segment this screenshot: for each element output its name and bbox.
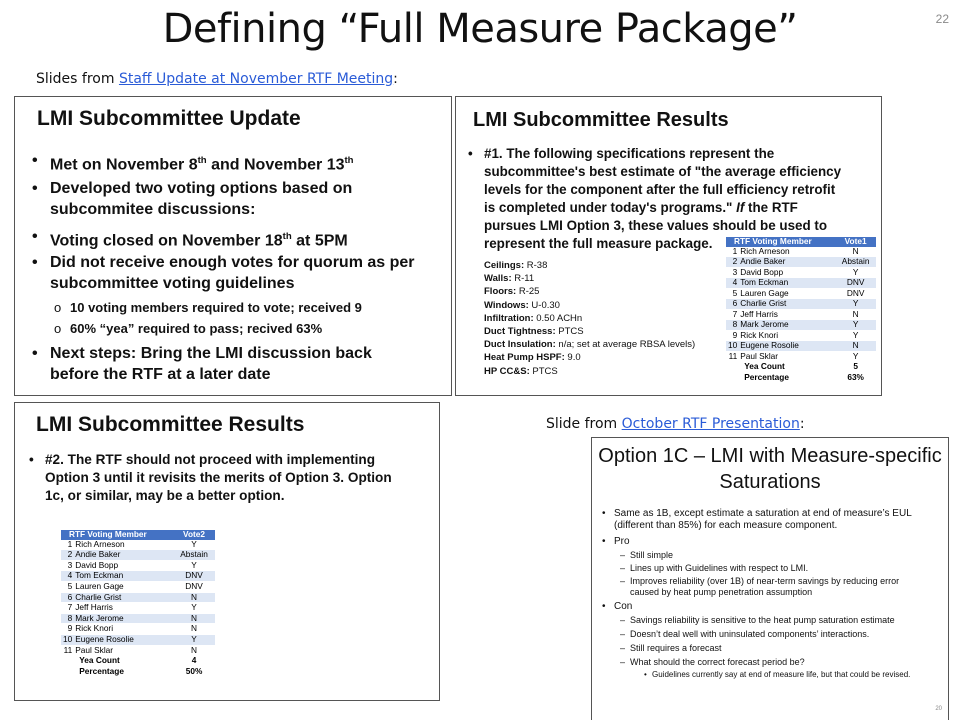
vote-value: Y — [173, 634, 215, 645]
october-presentation-link[interactable]: October RTF Presentation — [621, 416, 800, 432]
vote-value: N — [173, 592, 215, 603]
percentage-row — [61, 666, 215, 677]
percentage-label: Percentage — [73, 666, 173, 677]
table-row — [61, 603, 215, 614]
spec-duct-insulation: Duct Insulation: n/a; set at average RBSA levels) — [484, 339, 696, 351]
table-row — [61, 571, 215, 582]
staff-update-link[interactable]: Staff Update at November RTF Meeting — [118, 71, 394, 87]
vote-value: N — [173, 645, 215, 656]
member-name: Eugene Rosolie — [73, 634, 173, 645]
table-row — [726, 267, 876, 278]
vote-value: Y — [835, 267, 876, 278]
table-row — [61, 624, 215, 635]
spec-hp-ccs: HP CC&S: PTCS — [484, 365, 558, 377]
table-row — [61, 645, 215, 656]
spec-floors: Floors: R-25 — [484, 286, 540, 298]
table-row — [726, 278, 876, 289]
bullet-same-as-1b: • Same as 1B, except estimate a saturation at end of measure’s EUL (different than 85%) for each measure component. — [602, 508, 912, 531]
con-item: – Savings reliability is sensitive to the heat pump saturation estimate — [620, 615, 895, 625]
page-title: Defining “Full Measure Package” — [162, 6, 798, 52]
member-number: 10 — [728, 340, 738, 350]
yea-count-value: 4 — [173, 656, 215, 667]
vote-value: Y — [835, 320, 876, 331]
vote-value: N — [173, 613, 215, 624]
slide-title-line2: Saturations — [719, 471, 821, 493]
slide-title: LMI Subcommittee Update — [37, 107, 301, 130]
yea-count-row — [726, 362, 876, 373]
member-number: 9 — [726, 330, 738, 341]
member-number: 8 — [61, 613, 73, 624]
member-name: Eugene Rosolie — [738, 341, 835, 352]
caption-top-suffix: : — [393, 71, 398, 87]
member-number: 1 — [61, 540, 73, 550]
vote-value: Y — [173, 560, 215, 571]
column-header: Vote1 — [835, 237, 876, 247]
member-number: 3 — [61, 560, 73, 571]
pro-item: – Improves reliability (over 1B) of near-term savings by reducing error caused by heat pump penetration assumption — [620, 576, 900, 597]
bullet-con: • Con — [602, 601, 633, 612]
member-number: 6 — [726, 299, 738, 310]
slide-page-number: 20 — [935, 706, 942, 712]
table-row — [726, 330, 876, 341]
member-name: Charlie Grist — [738, 299, 835, 310]
spec-list — [484, 259, 695, 378]
vote2-table — [61, 530, 215, 677]
table-row — [726, 247, 876, 257]
table-row — [61, 592, 215, 603]
member-number: 5 — [726, 288, 738, 299]
slide-title: LMI Subcommittee Results — [36, 413, 305, 436]
member-name: Tom Eckman — [738, 278, 835, 289]
spec-infiltration: Infiltration: 0.50 ACHn — [484, 312, 583, 324]
caption-right-prefix: Slide from — [546, 416, 622, 432]
yea-count-row — [61, 656, 215, 667]
spec-paragraph: • #1. The following specifications represent the subcommittee's best estimate of "the average efficiency levels for the component after the full efficiency retrofit is completed under today's programs." If the RTF pursues LMI Option 3, these values should be used to represent the full measure package. — [468, 146, 842, 251]
bullet-developed: • Developed two voting options based on subcommitee discussions: — [32, 180, 353, 218]
vote-value: N — [835, 341, 876, 352]
con-sub-item: • Guidelines currently say at end of measure life, but that could be revised. — [644, 670, 911, 679]
member-number: 5 — [61, 581, 73, 592]
member-name: Paul Sklar — [738, 351, 835, 362]
member-number: 10 — [63, 633, 73, 644]
table-row — [61, 560, 215, 571]
vote-value: Abstain — [173, 550, 215, 561]
caption-right — [546, 416, 805, 432]
vote-value: N — [835, 247, 876, 257]
vote-value: N — [835, 309, 876, 320]
table-row — [726, 309, 876, 320]
member-name: Andie Baker — [73, 550, 173, 561]
vote1-table — [726, 237, 876, 383]
table-row — [61, 634, 215, 645]
recommendation-paragraph: • #2. The RTF should not proceed with implementing Option 3 until it revisits the merits of Option 3. Option 1c, or similar, may be a better option. — [29, 452, 392, 503]
member-number: 4 — [726, 278, 738, 289]
slide-option-1c — [591, 437, 949, 720]
spec-duct-tightness: Duct Tightness: PTCS — [484, 326, 584, 338]
percentage-label: Percentage — [738, 372, 835, 383]
sub-bullet-yea: o 60% “yea” required to pass; recived 63% — [54, 321, 323, 336]
slide-lmi-update — [14, 96, 452, 396]
slide-lmi-results-1 — [455, 96, 882, 396]
percentage-value: 50% — [173, 666, 215, 677]
page-number: 22 — [935, 12, 949, 26]
sub-bullet-members: o 10 voting members required to vote; received 9 — [54, 300, 362, 315]
vote-value: DNV — [835, 288, 876, 299]
slide-lmi-results-2 — [14, 402, 440, 701]
vote-value: Y — [835, 299, 876, 310]
member-name: Tom Eckman — [73, 571, 173, 582]
table-row — [61, 550, 215, 561]
member-number: 1 — [726, 247, 738, 257]
table-row — [726, 341, 876, 352]
table-row — [61, 581, 215, 592]
member-number: 4 — [61, 571, 73, 582]
table-row — [61, 613, 215, 624]
table-row — [726, 288, 876, 299]
con-item: – What should the correct forecast period be? — [620, 657, 805, 667]
vote-value: DNV — [173, 581, 215, 592]
member-number: 9 — [61, 624, 73, 635]
member-name: Rich Arneson — [73, 540, 173, 550]
caption-right-suffix: : — [799, 416, 805, 432]
member-name: Rick Knori — [738, 330, 835, 341]
member-number: 2 — [726, 257, 738, 268]
member-name: Lauren Gage — [73, 581, 173, 592]
bullet-met: • Met on November 8th and November 13th — [32, 152, 354, 174]
member-name: Charlie Grist — [73, 592, 173, 603]
percentage-value: 63% — [835, 372, 876, 383]
pro-item: – Lines up with Guidelines with respect to LMI. — [620, 563, 809, 573]
vote-value: Y — [835, 351, 876, 362]
member-number: 11 — [726, 351, 738, 362]
table-row — [726, 299, 876, 310]
member-number: 2 — [61, 550, 73, 561]
slide-title: Option 1C – LMI with Measure-specific — [598, 445, 942, 467]
member-name: David Bopp — [738, 267, 835, 278]
table-row — [61, 540, 215, 550]
column-header: Vote2 — [173, 530, 215, 540]
con-item: – Still requires a forecast — [620, 643, 722, 653]
member-name: Rich Arneson — [738, 247, 835, 257]
percentage-row — [726, 372, 876, 383]
member-name: Rick Knori — [73, 624, 173, 635]
spec-ceilings: Ceilings: R-38 — [484, 260, 548, 271]
vote-value: Y — [835, 330, 876, 341]
column-header: RTF Voting Member — [726, 237, 835, 247]
member-number: 3 — [726, 267, 738, 278]
member-name: Mark Jerome — [738, 320, 835, 331]
member-name: Mark Jerome — [73, 613, 173, 624]
member-name: David Bopp — [73, 560, 173, 571]
pro-item: – Still simple — [620, 550, 674, 560]
caption-top-prefix: Slides from — [36, 71, 119, 87]
bullet-quorum: • Did not receive enough votes for quorum as per subcommittee voting guidelines — [32, 254, 415, 292]
table-row — [726, 257, 876, 268]
bullet-voting-closed: • Voting closed on November 18th at 5PM — [32, 228, 348, 250]
yea-count-label: Yea Count — [738, 362, 835, 373]
column-header: RTF Voting Member — [61, 530, 173, 540]
member-name: Jeff Harris — [73, 603, 173, 614]
con-item: – Doesn’t deal well with uninsulated components’ interactions. — [620, 629, 870, 639]
slide-title: LMI Subcommittee Results — [473, 109, 729, 131]
table-row — [726, 320, 876, 331]
member-number: 8 — [726, 320, 738, 331]
vote-value: Y — [173, 540, 215, 550]
member-number: 6 — [61, 592, 73, 603]
member-name: Jeff Harris — [738, 309, 835, 320]
bullet-next-steps: • Next steps: Bring the LMI discussion back before the RTF at a later date — [32, 345, 372, 383]
vote-value: DNV — [835, 278, 876, 289]
spec-walls: Walls: R-11 — [484, 273, 535, 285]
member-number: 11 — [61, 645, 73, 656]
vote-value: DNV — [173, 571, 215, 582]
member-name: Lauren Gage — [738, 288, 835, 299]
bullet-pro: • Pro — [602, 536, 630, 547]
member-name: Andie Baker — [738, 257, 835, 268]
spec-windows: Windows: U-0.30 — [484, 299, 560, 311]
caption-top — [36, 71, 398, 87]
yea-count-value: 5 — [835, 362, 876, 373]
vote-value: N — [173, 624, 215, 635]
member-number: 7 — [61, 603, 73, 614]
member-number: 7 — [726, 309, 738, 320]
vote-value: Abstain — [835, 257, 876, 268]
vote-value: Y — [173, 603, 215, 614]
yea-count-label: Yea Count — [73, 656, 173, 667]
table-row — [726, 351, 876, 362]
spec-heat-pump: Heat Pump HSPF: 9.0 — [484, 352, 581, 364]
member-name: Paul Sklar — [73, 645, 173, 656]
